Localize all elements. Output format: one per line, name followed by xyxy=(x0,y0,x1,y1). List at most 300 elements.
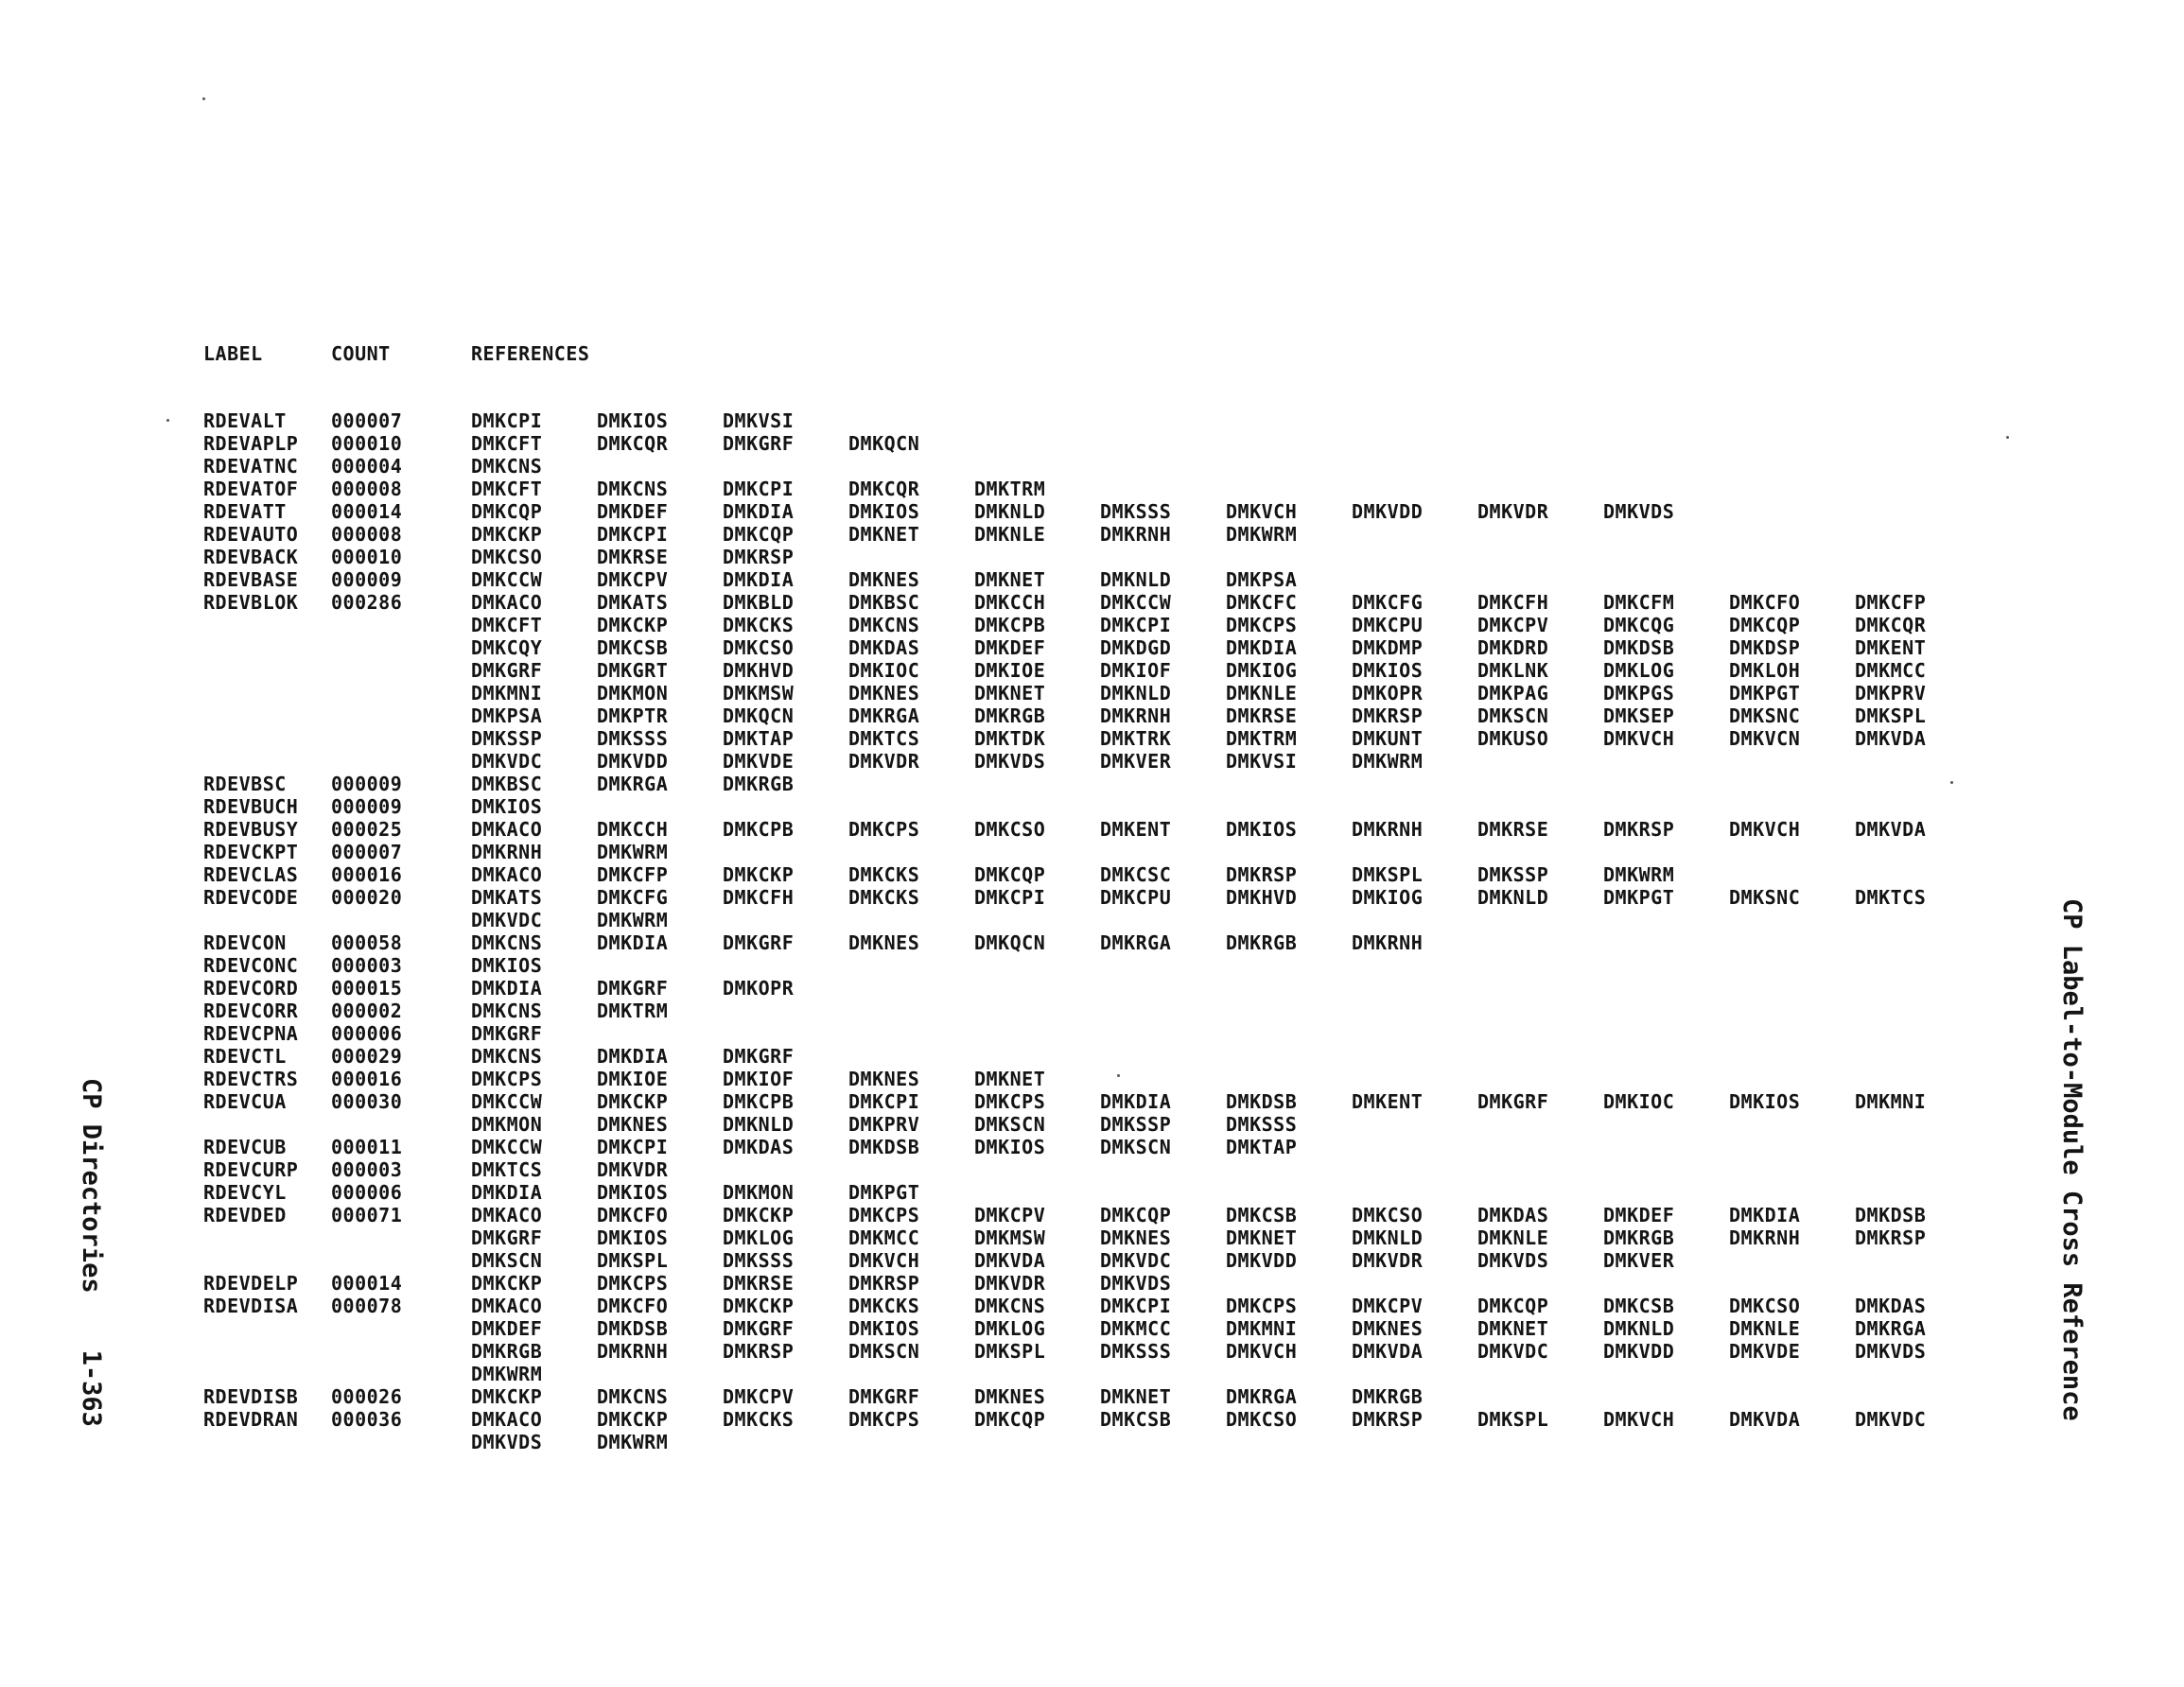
module-reference: DMKDSB xyxy=(1603,636,1675,659)
module-reference: DMKMNI xyxy=(471,682,543,704)
module-reference: DMKVCH xyxy=(848,1249,920,1272)
entry-label: RDEVDRAN xyxy=(203,1408,299,1431)
module-reference: DMKDEF xyxy=(597,500,669,523)
module-reference: DMKCCH xyxy=(974,591,1046,614)
module-reference: DMKENT xyxy=(1352,1090,1424,1113)
entry-label: RDEVAUTO xyxy=(203,523,299,546)
module-reference: DMKRSE xyxy=(1477,818,1549,841)
module-reference: DMKDGD xyxy=(1100,636,1172,659)
module-reference: DMKIOG xyxy=(1226,659,1298,682)
module-reference: DMKNET xyxy=(1100,1385,1172,1408)
module-reference: DMKNLE xyxy=(1226,682,1298,704)
module-reference: DMKVDA xyxy=(974,1249,1046,1272)
module-reference: DMKVDC xyxy=(1855,1408,1927,1431)
module-reference: DMKMON xyxy=(471,1113,543,1136)
module-reference: DMKATS xyxy=(597,591,669,614)
module-reference: DMKCQP xyxy=(723,523,795,546)
side-caption-right xyxy=(2053,898,2087,1421)
section-title: CP Directories xyxy=(77,1078,106,1294)
module-reference: DMKCKP xyxy=(597,1090,669,1113)
scan-speck xyxy=(2006,436,2009,439)
module-reference: DMKSSS xyxy=(723,1249,795,1272)
module-reference: DMKNLD xyxy=(1603,1317,1675,1340)
module-reference: DMKVDD xyxy=(597,750,669,773)
module-reference: DMKACO xyxy=(471,1204,543,1226)
module-reference: DMKDAS xyxy=(1855,1295,1927,1317)
module-reference: DMKCSB xyxy=(597,636,669,659)
module-reference: DMKRGB xyxy=(1603,1226,1675,1249)
entry-label: RDEVATOF xyxy=(203,478,299,500)
page-number: 1-363 xyxy=(77,1349,106,1427)
module-reference: DMKCSO xyxy=(471,546,543,568)
module-reference: DMKVDS xyxy=(974,750,1046,773)
module-reference: DMKCPI xyxy=(723,478,795,500)
entry-label: RDEVDED xyxy=(203,1204,287,1226)
module-reference: DMKCKP xyxy=(471,523,543,546)
module-reference: DMKCKP xyxy=(471,1272,543,1295)
module-reference: DMKCPB xyxy=(723,818,795,841)
module-reference: DMKPAG xyxy=(1477,682,1549,704)
entry-label: RDEVBSC xyxy=(203,773,287,795)
entry-label: RDEVAPLP xyxy=(203,432,299,455)
header-label: LABEL xyxy=(203,342,263,365)
module-reference: DMKTDK xyxy=(974,727,1046,750)
module-reference: DMKIOS xyxy=(1352,659,1424,682)
document-title: CP Label-to-Module Cross Reference xyxy=(2057,898,2087,1421)
module-reference: DMKNLD xyxy=(723,1113,795,1136)
module-reference: DMKBSC xyxy=(471,773,543,795)
module-reference: DMKVCH xyxy=(1603,1408,1675,1431)
entry-count: 000006 xyxy=(331,1022,403,1045)
module-reference: DMKDSP xyxy=(1729,636,1801,659)
module-reference: DMKPRV xyxy=(848,1113,920,1136)
entry-label: RDEVCUA xyxy=(203,1090,287,1113)
entry-label: RDEVCKPT xyxy=(203,841,299,863)
module-reference: DMKDSB xyxy=(1226,1090,1298,1113)
module-reference: DMKIOE xyxy=(974,659,1046,682)
module-reference: DMKCPS xyxy=(597,1272,669,1295)
module-reference: DMKDSB xyxy=(597,1317,669,1340)
module-reference: DMKVER xyxy=(1100,750,1172,773)
module-reference: DMKVDR xyxy=(848,750,920,773)
module-reference: DMKDIA xyxy=(597,1045,669,1068)
entry-count: 000008 xyxy=(331,523,403,546)
scan-speck xyxy=(166,419,169,422)
module-reference: DMKSPL xyxy=(1855,704,1927,727)
module-reference: DMKCSB xyxy=(1226,1204,1298,1226)
module-reference: DMKRGB xyxy=(723,773,795,795)
scan-speck xyxy=(1117,1074,1120,1077)
module-reference: DMKMCC xyxy=(848,1226,920,1249)
entry-count: 000011 xyxy=(331,1136,403,1158)
module-reference: DMKCPV xyxy=(597,568,669,591)
module-reference: DMKVCH xyxy=(1226,500,1298,523)
entry-label: RDEVBUCH xyxy=(203,795,299,818)
module-reference: DMKCQP xyxy=(471,500,543,523)
module-reference: DMKNES xyxy=(848,1068,920,1090)
module-reference: DMKNES xyxy=(848,931,920,954)
module-reference: DMKCQP xyxy=(974,1408,1046,1431)
module-reference: DMKRSP xyxy=(723,546,795,568)
module-reference: DMKSCN xyxy=(974,1113,1046,1136)
module-reference: DMKVSI xyxy=(723,409,795,432)
module-reference: DMKSNC xyxy=(1729,886,1801,909)
module-reference: DMKMON xyxy=(723,1181,795,1204)
module-reference: DMKDMP xyxy=(1352,636,1424,659)
module-reference: DMKRNH xyxy=(597,1340,669,1363)
module-reference: DMKVER xyxy=(1603,1249,1675,1272)
module-reference: DMKCFT xyxy=(471,432,543,455)
side-caption-left xyxy=(72,1078,106,1427)
module-reference: DMKIOC xyxy=(848,659,920,682)
module-reference: DMKCQR xyxy=(848,478,920,500)
module-reference: DMKSPL xyxy=(974,1340,1046,1363)
module-reference: DMKMCC xyxy=(1100,1317,1172,1340)
module-reference: DMKGRF xyxy=(723,1045,795,1068)
module-reference: DMKIOF xyxy=(723,1068,795,1090)
entry-label: RDEVCONC xyxy=(203,954,299,977)
module-reference: DMKCFC xyxy=(1226,591,1298,614)
module-reference: DMKVDA xyxy=(1352,1340,1424,1363)
module-reference: DMKBSC xyxy=(848,591,920,614)
module-reference: DMKATS xyxy=(471,886,543,909)
entry-label: RDEVBLOK xyxy=(203,591,299,614)
entry-count: 000058 xyxy=(331,931,403,954)
module-reference: DMKCKS xyxy=(848,886,920,909)
module-reference: DMKRSP xyxy=(1855,1226,1927,1249)
module-reference: DMKCSO xyxy=(1729,1295,1801,1317)
module-reference: DMKCQR xyxy=(597,432,669,455)
entry-label: RDEVDISA xyxy=(203,1295,299,1317)
module-reference: DMKSSP xyxy=(1100,1113,1172,1136)
module-reference: DMKWRM xyxy=(1352,750,1424,773)
module-reference: DMKTRK xyxy=(1100,727,1172,750)
module-reference: DMKSPL xyxy=(1352,863,1424,886)
module-reference: DMKCKS xyxy=(848,863,920,886)
module-reference: DMKRSP xyxy=(848,1272,920,1295)
module-reference: DMKCPI xyxy=(1100,1295,1172,1317)
module-reference: DMKCNS xyxy=(597,1385,669,1408)
entry-count: 000026 xyxy=(331,1385,403,1408)
module-reference: DMKIOS xyxy=(597,409,669,432)
module-reference: DMKCPI xyxy=(1100,614,1172,636)
module-reference: DMKNLE xyxy=(1477,1226,1549,1249)
module-reference: DMKDEF xyxy=(471,1317,543,1340)
module-reference: DMKSPL xyxy=(597,1249,669,1272)
module-reference: DMKTCS xyxy=(848,727,920,750)
module-reference: DMKCPS xyxy=(974,1090,1046,1113)
entry-label: RDEVALT xyxy=(203,409,287,432)
module-reference: DMKRGA xyxy=(1226,1385,1298,1408)
module-reference: DMKCQP xyxy=(1477,1295,1549,1317)
module-reference: DMKWRM xyxy=(471,1363,543,1385)
module-reference: DMKCFT xyxy=(471,614,543,636)
module-reference: DMKRNH xyxy=(1352,818,1424,841)
module-reference: DMKNET xyxy=(1477,1317,1549,1340)
module-reference: DMKCNS xyxy=(471,1000,543,1022)
entry-label: RDEVCURP xyxy=(203,1158,299,1181)
module-reference: DMKRGA xyxy=(1855,1317,1927,1340)
module-reference: DMKGRF xyxy=(723,1317,795,1340)
entry-count: 000002 xyxy=(331,1000,403,1022)
module-reference: DMKRNH xyxy=(1100,523,1172,546)
module-reference: DMKRGB xyxy=(974,704,1046,727)
module-reference: DMKSPL xyxy=(1477,1408,1549,1431)
entry-count: 000009 xyxy=(331,568,403,591)
module-reference: DMKNLE xyxy=(974,523,1046,546)
module-reference: DMKSCN xyxy=(471,1249,543,1272)
entry-count: 000071 xyxy=(331,1204,403,1226)
module-reference: DMKTRM xyxy=(1226,727,1298,750)
module-reference: DMKGRF xyxy=(1477,1090,1549,1113)
module-reference: DMKRGA xyxy=(597,773,669,795)
module-reference: DMKGRF xyxy=(848,1385,920,1408)
module-reference: DMKGRF xyxy=(597,977,669,1000)
module-reference: DMKVDE xyxy=(723,750,795,773)
scan-speck xyxy=(202,97,205,100)
module-reference: DMKCFG xyxy=(1352,591,1424,614)
module-reference: DMKRGB xyxy=(471,1340,543,1363)
module-reference: DMKCSO xyxy=(1352,1204,1424,1226)
module-reference: DMKRSP xyxy=(1352,1408,1424,1431)
module-reference: DMKCPB xyxy=(974,614,1046,636)
entry-label: RDEVBACK xyxy=(203,546,299,568)
entry-label: RDEVATNC xyxy=(203,455,299,478)
module-reference: DMKVDS xyxy=(471,1431,543,1453)
module-reference: DMKCFP xyxy=(597,863,669,886)
module-reference: DMKWRM xyxy=(597,909,669,931)
module-reference: DMKCKS xyxy=(723,614,795,636)
module-reference: DMKCPI xyxy=(848,1090,920,1113)
module-reference: DMKNLE xyxy=(1729,1317,1801,1340)
module-reference: DMKDSB xyxy=(1855,1204,1927,1226)
module-reference: DMKCKP xyxy=(723,1204,795,1226)
module-reference: DMKIOG xyxy=(1352,886,1424,909)
module-reference: DMKCKP xyxy=(723,863,795,886)
scan-speck xyxy=(1950,781,1953,784)
module-reference: DMKVCH xyxy=(1729,818,1801,841)
module-reference: DMKSSP xyxy=(1477,863,1549,886)
module-reference: DMKVDD xyxy=(1226,1249,1298,1272)
module-reference: DMKNES xyxy=(974,1385,1046,1408)
module-reference: DMKCSO xyxy=(974,818,1046,841)
module-reference: DMKIOS xyxy=(848,500,920,523)
module-reference: DMKCFH xyxy=(723,886,795,909)
module-reference: DMKCQG xyxy=(1603,614,1675,636)
module-reference: DMKMNI xyxy=(1855,1090,1927,1113)
module-reference: DMKIOS xyxy=(1729,1090,1801,1113)
entry-count: 000286 xyxy=(331,591,403,614)
module-reference: DMKVDR xyxy=(1477,500,1549,523)
module-reference: DMKSCN xyxy=(1100,1136,1172,1158)
module-reference: DMKACO xyxy=(471,1295,543,1317)
module-reference: DMKCFG xyxy=(597,886,669,909)
module-reference: DMKLNK xyxy=(1477,659,1549,682)
module-reference: DMKCSC xyxy=(1100,863,1172,886)
module-reference: DMKSNC xyxy=(1729,704,1801,727)
module-reference: DMKHVD xyxy=(723,659,795,682)
module-reference: DMKVDS xyxy=(1100,1272,1172,1295)
module-reference: DMKVDE xyxy=(1729,1340,1801,1363)
module-reference: DMKNLD xyxy=(974,500,1046,523)
entry-label: RDEVATT xyxy=(203,500,287,523)
module-reference: DMKVDA xyxy=(1855,818,1927,841)
module-reference: DMKCPS xyxy=(1226,614,1298,636)
module-reference: DMKRNH xyxy=(1729,1226,1801,1249)
module-reference: DMKNES xyxy=(1352,1317,1424,1340)
module-reference: DMKPGT xyxy=(1729,682,1801,704)
entry-count: 000016 xyxy=(331,1068,403,1090)
module-reference: DMKVDR xyxy=(1352,1249,1424,1272)
module-reference: DMKCPU xyxy=(1100,886,1172,909)
module-reference: DMKCNS xyxy=(471,455,543,478)
module-reference: DMKDIA xyxy=(1100,1090,1172,1113)
entry-label: RDEVCTL xyxy=(203,1045,287,1068)
module-reference: DMKGRF xyxy=(471,1226,543,1249)
module-reference: DMKGRF xyxy=(723,432,795,455)
module-reference: DMKNES xyxy=(848,568,920,591)
module-reference: DMKMON xyxy=(597,682,669,704)
module-reference: DMKBLD xyxy=(723,591,795,614)
entry-label: RDEVCLAS xyxy=(203,863,299,886)
module-reference: DMKCSO xyxy=(723,636,795,659)
module-reference: DMKCPI xyxy=(471,409,543,432)
module-reference: DMKVDS xyxy=(1855,1340,1927,1363)
module-reference: DMKVDS xyxy=(1477,1249,1549,1272)
module-reference: DMKCPV xyxy=(1352,1295,1424,1317)
module-reference: DMKMNI xyxy=(1226,1317,1298,1340)
module-reference: DMKMCC xyxy=(1855,659,1927,682)
entry-label: RDEVCTRS xyxy=(203,1068,299,1090)
header-count: COUNT xyxy=(331,342,391,365)
module-reference: DMKCSB xyxy=(1100,1408,1172,1431)
module-reference: DMKHVD xyxy=(1226,886,1298,909)
module-reference: DMKDAS xyxy=(723,1136,795,1158)
module-reference: DMKPGT xyxy=(1603,886,1675,909)
module-reference: DMKCKS xyxy=(723,1408,795,1431)
entry-label: RDEVCON xyxy=(203,931,287,954)
entry-count: 000003 xyxy=(331,1158,403,1181)
entry-count: 000036 xyxy=(331,1408,403,1431)
module-reference: DMKRSE xyxy=(1226,704,1298,727)
entry-label: RDEVCPNA xyxy=(203,1022,299,1045)
entry-label: RDEVCORR xyxy=(203,1000,299,1022)
module-reference: DMKCPB xyxy=(723,1090,795,1113)
entry-label: RDEVBUSY xyxy=(203,818,299,841)
module-reference: DMKRNH xyxy=(471,841,543,863)
module-reference: DMKTCS xyxy=(471,1158,543,1181)
module-reference: DMKMSW xyxy=(723,682,795,704)
module-reference: DMKMSW xyxy=(974,1226,1046,1249)
module-reference: DMKIOS xyxy=(597,1226,669,1249)
module-reference: DMKVDR xyxy=(597,1158,669,1181)
module-reference: DMKIOS xyxy=(1226,818,1298,841)
module-reference: DMKIOS xyxy=(974,1136,1046,1158)
entry-count: 000003 xyxy=(331,954,403,977)
module-reference: DMKWRM xyxy=(1226,523,1298,546)
module-reference: DMKDIA xyxy=(1226,636,1298,659)
module-reference: DMKQCN xyxy=(848,432,920,455)
module-reference: DMKSEP xyxy=(1603,704,1675,727)
module-reference: DMKCPV xyxy=(974,1204,1046,1226)
module-reference: DMKDAS xyxy=(848,636,920,659)
module-reference: DMKCKP xyxy=(597,614,669,636)
module-reference: DMKCKP xyxy=(471,1385,543,1408)
entry-count: 000078 xyxy=(331,1295,403,1317)
module-reference: DMKVDD xyxy=(1352,500,1424,523)
module-reference: DMKCPI xyxy=(597,1136,669,1158)
module-reference: DMKDEF xyxy=(1603,1204,1675,1226)
module-reference: DMKRSE xyxy=(723,1272,795,1295)
entry-label: RDEVDISB xyxy=(203,1385,299,1408)
module-reference: DMKSSS xyxy=(597,727,669,750)
module-reference: DMKTRM xyxy=(597,1000,669,1022)
entry-count: 000025 xyxy=(331,818,403,841)
module-reference: DMKCCW xyxy=(471,568,543,591)
module-reference: DMKCPS xyxy=(471,1068,543,1090)
entry-label: RDEVCUB xyxy=(203,1136,287,1158)
module-reference: DMKDAS xyxy=(1477,1204,1549,1226)
module-reference: DMKQCN xyxy=(974,931,1046,954)
module-reference: DMKVDA xyxy=(1855,727,1927,750)
module-reference: DMKLOG xyxy=(974,1317,1046,1340)
module-reference: DMKCFP xyxy=(1855,591,1927,614)
module-reference: DMKVDA xyxy=(1729,1408,1801,1431)
module-reference: DMKOPR xyxy=(723,977,795,1000)
module-reference: DMKCQP xyxy=(1100,1204,1172,1226)
module-reference: DMKCPS xyxy=(1226,1295,1298,1317)
module-reference: DMKCPV xyxy=(723,1385,795,1408)
module-reference: DMKDIA xyxy=(723,568,795,591)
module-reference: DMKTAP xyxy=(723,727,795,750)
module-reference: DMKDIA xyxy=(1729,1204,1801,1226)
module-reference: DMKGRT xyxy=(597,659,669,682)
entry-count: 000007 xyxy=(331,841,403,863)
module-reference: DMKCFT xyxy=(471,478,543,500)
module-reference: DMKGRF xyxy=(471,1022,543,1045)
module-reference: DMKRGB xyxy=(1226,931,1298,954)
module-reference: DMKPGS xyxy=(1603,682,1675,704)
module-reference: DMKCQP xyxy=(1729,614,1801,636)
module-reference: DMKCCW xyxy=(1100,591,1172,614)
entry-label: RDEVBASE xyxy=(203,568,299,591)
module-reference: DMKCFO xyxy=(597,1295,669,1317)
module-reference: DMKOPR xyxy=(1352,682,1424,704)
module-reference: DMKQCN xyxy=(723,704,795,727)
module-reference: DMKIOF xyxy=(1100,659,1172,682)
module-reference: DMKDSB xyxy=(848,1136,920,1158)
module-reference: DMKRSP xyxy=(1603,818,1675,841)
module-reference: DMKRSP xyxy=(1226,863,1298,886)
entry-count: 000007 xyxy=(331,409,403,432)
module-reference: DMKPSA xyxy=(1226,568,1298,591)
module-reference: DMKCNS xyxy=(848,614,920,636)
entry-label: RDEVCORD xyxy=(203,977,299,1000)
entry-label: RDEVDELP xyxy=(203,1272,299,1295)
module-reference: DMKDIA xyxy=(597,931,669,954)
module-reference: DMKNLD xyxy=(1477,886,1549,909)
module-reference: DMKPSA xyxy=(471,704,543,727)
module-reference: DMKCFM xyxy=(1603,591,1675,614)
module-reference: DMKVDC xyxy=(1477,1340,1549,1363)
module-reference: DMKVCH xyxy=(1603,727,1675,750)
module-reference: DMKIOE xyxy=(597,1068,669,1090)
entry-count: 000029 xyxy=(331,1045,403,1068)
entry-count: 000015 xyxy=(331,977,403,1000)
module-reference: DMKCPV xyxy=(1477,614,1549,636)
module-reference: DMKCPS xyxy=(848,818,920,841)
module-reference: DMKNLD xyxy=(1100,568,1172,591)
